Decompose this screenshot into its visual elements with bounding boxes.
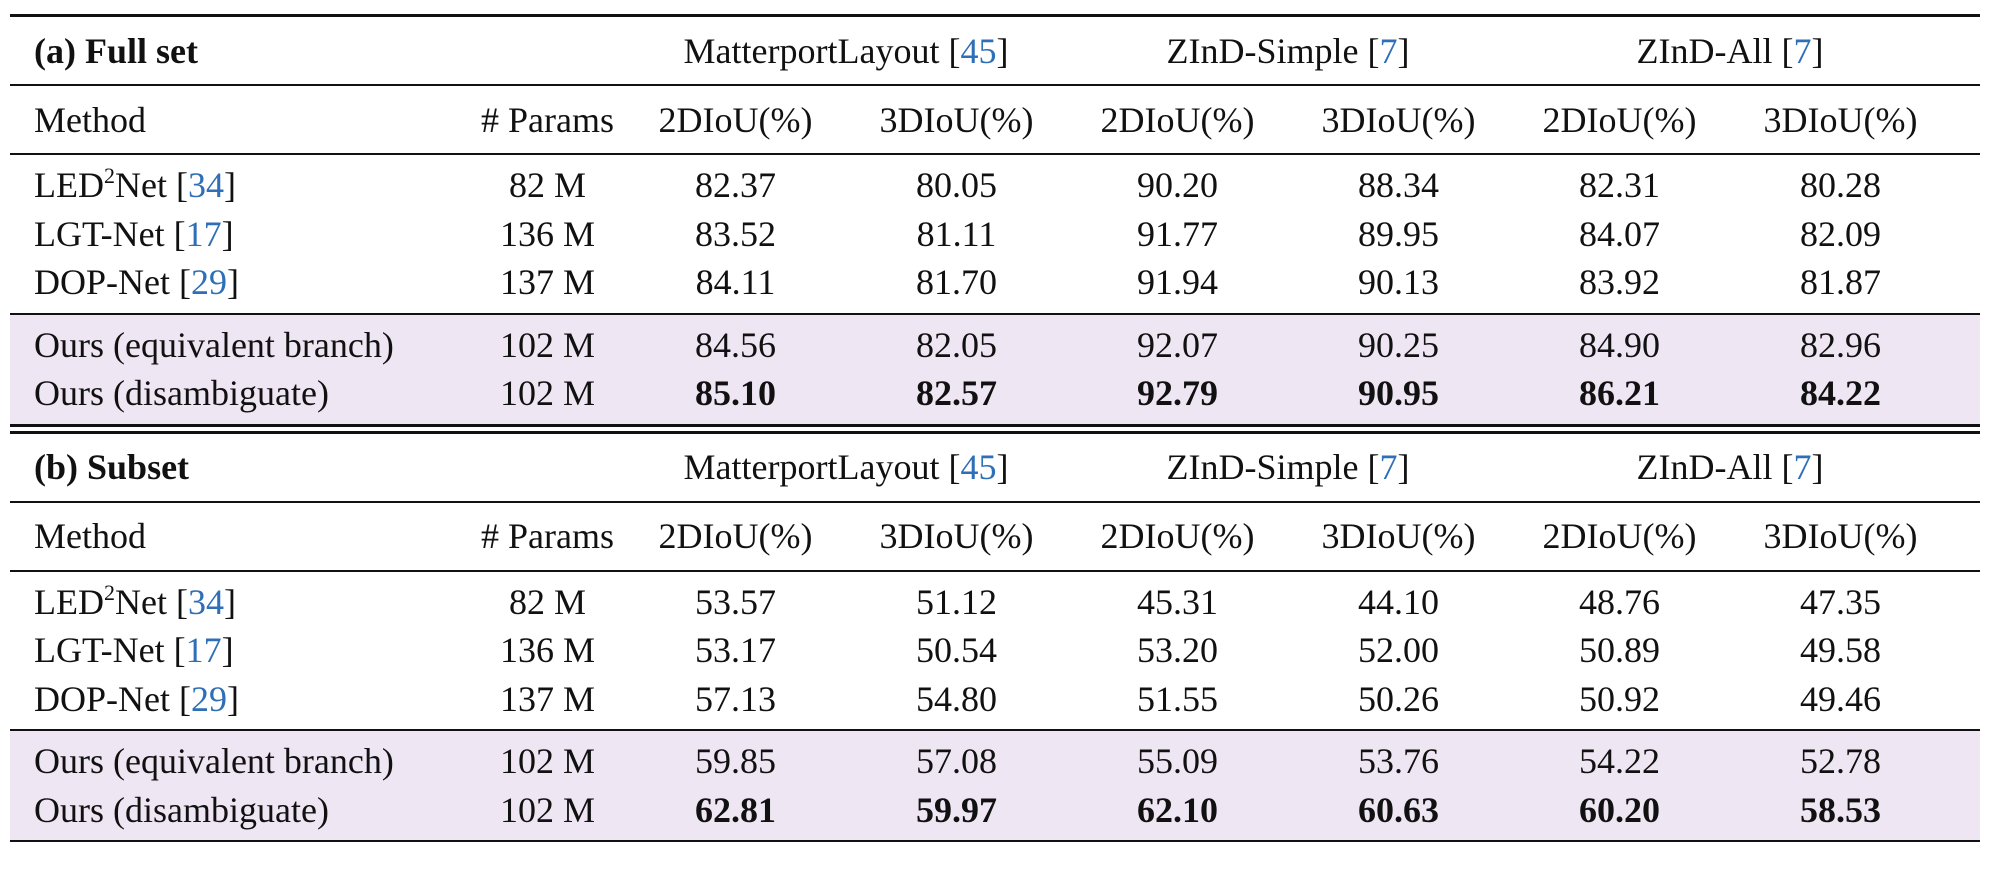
dataset-name: ZInD-All [1636, 30, 1773, 71]
best-metric-cell: 92.79 [1137, 373, 1218, 414]
method-name-suffix: Net [114, 165, 167, 206]
column-header: 2DIoU(%) [658, 516, 813, 556]
method-name-text: DOP-Net [34, 262, 170, 303]
column-header-row [10, 503, 1980, 570]
metric-cell: 49.46 [1800, 678, 1881, 719]
metric-cell: 81.87 [1800, 262, 1881, 303]
ours-row [10, 369, 1980, 418]
ours-row [10, 321, 1980, 370]
ours-row [10, 786, 1980, 835]
metric-cell: 80.28 [1800, 165, 1881, 206]
metric-cell: 89.95 [1358, 213, 1439, 254]
metric-cell: 52.78 [1800, 741, 1881, 782]
metric-cell: 49.58 [1800, 630, 1881, 671]
group-header-row [10, 17, 1980, 84]
method-name-text: LED [34, 581, 104, 622]
dataset-group-header: MatterportLayout [45] [683, 447, 1009, 487]
table-row [10, 626, 1980, 675]
method-name-superscript: 2 [103, 579, 115, 605]
method-name: LGT-Net [17] [34, 213, 234, 254]
dataset-name: MatterportLayout [683, 447, 940, 487]
citation-link: 7 [1379, 30, 1398, 71]
metric-cell: 50.54 [916, 630, 997, 671]
citation-link: 45 [960, 30, 997, 71]
dataset-name: MatterportLayout [683, 30, 940, 71]
citation-link: 34 [187, 581, 224, 622]
dataset-group-header: MatterportLayout [45] [683, 30, 1009, 71]
dataset-group-header: ZInD-Simple [7] [1166, 30, 1410, 71]
dataset-name: ZInD-Simple [1166, 447, 1359, 487]
citation-link: 29 [190, 262, 227, 303]
metric-cell: 57.08 [916, 741, 997, 782]
best-metric-cell: 82.57 [916, 373, 997, 414]
params-cell: 137 M [499, 262, 595, 303]
method-name: Ours (disambiguate) [34, 373, 329, 414]
dataset-group-header: ZInD-All [7] [1636, 447, 1824, 487]
metric-cell: 92.07 [1137, 324, 1218, 365]
params-cell: 82 M [508, 165, 586, 206]
section-divider-rule [10, 424, 1980, 434]
table-row [10, 210, 1980, 259]
best-metric-cell: 59.97 [916, 789, 997, 830]
metric-cell: 54.22 [1579, 741, 1660, 782]
metric-cell: 84.11 [695, 262, 776, 303]
metric-cell: 53.57 [695, 581, 776, 622]
column-header-row [10, 86, 1980, 153]
metric-cell: 91.94 [1137, 262, 1218, 303]
section-title: (a) Full set [34, 30, 198, 71]
method-name-suffix: Net [114, 581, 167, 622]
metric-cell: 51.12 [916, 581, 997, 622]
group-header-row [10, 434, 1980, 501]
metric-cell: 81.11 [916, 213, 997, 254]
method-name: LED$^2$Net [34] [34, 163, 236, 206]
citation-link: 7 [1793, 30, 1812, 71]
best-metric-cell: 58.53 [1800, 789, 1881, 830]
dataset-name: ZInD-All [1636, 447, 1773, 487]
metric-cell: 47.35 [1800, 581, 1881, 622]
method-name-text: LED [34, 165, 104, 206]
dataset-name: ZInD-Simple [1166, 30, 1359, 71]
method-name: LGT-Net [17] [34, 630, 234, 671]
citation-link: 29 [190, 678, 227, 719]
citation-link: 34 [187, 165, 224, 206]
params-cell: 136 M [499, 213, 595, 254]
column-header: # Params [481, 516, 614, 556]
column-header: 3DIoU(%) [879, 516, 1034, 556]
citation-link: 17 [185, 213, 222, 254]
best-metric-cell: 86.21 [1579, 373, 1660, 414]
column-header: 3DIoU(%) [1763, 516, 1918, 556]
metric-cell: 59.85 [695, 741, 776, 782]
metric-cell: 50.89 [1579, 630, 1660, 671]
metric-cell: 53.76 [1358, 741, 1439, 782]
metric-cell: 80.05 [916, 165, 997, 206]
metric-cell: 53.17 [695, 630, 776, 671]
method-name: Ours (disambiguate) [34, 789, 329, 830]
method-name: DOP-Net [29] [34, 262, 239, 303]
metric-cell: 52.00 [1358, 630, 1439, 671]
dataset-group-header: ZInD-All [7] [1636, 30, 1824, 71]
metric-cell: 44.10 [1358, 581, 1439, 622]
method-name-text: LGT-Net [34, 213, 165, 254]
metric-cell: 83.92 [1579, 262, 1660, 303]
params-cell: 102 M [499, 324, 595, 365]
section-full-set [10, 17, 1980, 424]
metric-cell: 82.96 [1800, 324, 1881, 365]
metric-cell: 88.34 [1358, 165, 1439, 206]
metric-cell: 90.13 [1358, 262, 1439, 303]
best-metric-cell: 90.95 [1358, 373, 1439, 414]
metric-cell: 48.76 [1579, 581, 1660, 622]
method-name: Ours (equivalent branch) [34, 741, 394, 782]
metric-cell: 50.92 [1579, 678, 1660, 719]
best-metric-cell: 62.10 [1137, 789, 1218, 830]
method-name: DOP-Net [29] [34, 678, 239, 719]
params-cell: 102 M [499, 741, 595, 782]
best-metric-cell: 62.81 [695, 789, 776, 830]
column-header: 2DIoU(%) [1542, 99, 1697, 140]
metric-cell: 84.56 [695, 324, 776, 365]
params-cell: 136 M [499, 630, 595, 671]
column-header: Method [34, 516, 146, 556]
ours-row [10, 737, 1980, 786]
metric-cell: 82.09 [1800, 213, 1881, 254]
section-title: (b) Subset [34, 447, 190, 487]
table-row [10, 675, 1980, 724]
column-header: 3DIoU(%) [1321, 99, 1476, 140]
metric-cell: 90.20 [1137, 165, 1218, 206]
best-metric-cell: 85.10 [695, 373, 776, 414]
column-header: 3DIoU(%) [1321, 516, 1476, 556]
citation-link: 7 [1793, 447, 1812, 487]
table-row [10, 161, 1980, 210]
dataset-group-header: ZInD-Simple [7] [1166, 447, 1410, 487]
method-name-text: LGT-Net [34, 630, 165, 671]
params-cell: 137 M [499, 678, 595, 719]
citation-link: 17 [185, 630, 222, 671]
method-name: Ours (equivalent branch) [34, 324, 394, 365]
best-metric-cell: 60.63 [1358, 789, 1439, 830]
bottom-rule [10, 840, 1980, 842]
method-name-superscript: 2 [103, 163, 115, 189]
column-header: # Params [481, 99, 614, 140]
metric-cell: 57.13 [695, 678, 776, 719]
results-table [10, 14, 1980, 842]
metric-cell: 45.31 [1137, 581, 1218, 622]
column-header: 2DIoU(%) [658, 99, 813, 140]
metric-cell: 54.80 [916, 678, 997, 719]
params-cell: 102 M [499, 789, 595, 830]
citation-link: 45 [960, 447, 997, 487]
metric-cell: 55.09 [1137, 741, 1218, 782]
metric-cell: 84.90 [1579, 324, 1660, 365]
method-name-text: DOP-Net [34, 678, 170, 719]
column-header: 3DIoU(%) [1763, 99, 1918, 140]
citation-link: 7 [1379, 447, 1398, 487]
column-header: 2DIoU(%) [1542, 516, 1697, 556]
best-metric-cell: 60.20 [1579, 789, 1660, 830]
metric-cell: 82.05 [916, 324, 997, 365]
section-subset [10, 434, 1980, 841]
metric-cell: 53.20 [1137, 630, 1218, 671]
table-row [10, 258, 1980, 307]
metric-cell: 84.07 [1579, 213, 1660, 254]
best-metric-cell: 84.22 [1800, 373, 1881, 414]
metric-cell: 91.77 [1137, 213, 1218, 254]
params-cell: 82 M [508, 581, 586, 622]
column-header: 3DIoU(%) [879, 99, 1034, 140]
table-row [10, 578, 1980, 627]
metric-cell: 90.25 [1358, 324, 1439, 365]
params-cell: 102 M [499, 373, 595, 414]
column-header: 2DIoU(%) [1100, 516, 1255, 556]
column-header: 2DIoU(%) [1100, 99, 1255, 140]
metric-cell: 82.31 [1579, 165, 1660, 206]
metric-cell: 51.55 [1137, 678, 1218, 719]
metric-cell: 83.52 [695, 213, 776, 254]
column-header: Method [34, 99, 146, 140]
metric-cell: 81.70 [916, 262, 997, 303]
metric-cell: 50.26 [1358, 678, 1439, 719]
metric-cell: 82.37 [695, 165, 776, 206]
method-name: LED$^2$Net [34] [34, 579, 236, 622]
